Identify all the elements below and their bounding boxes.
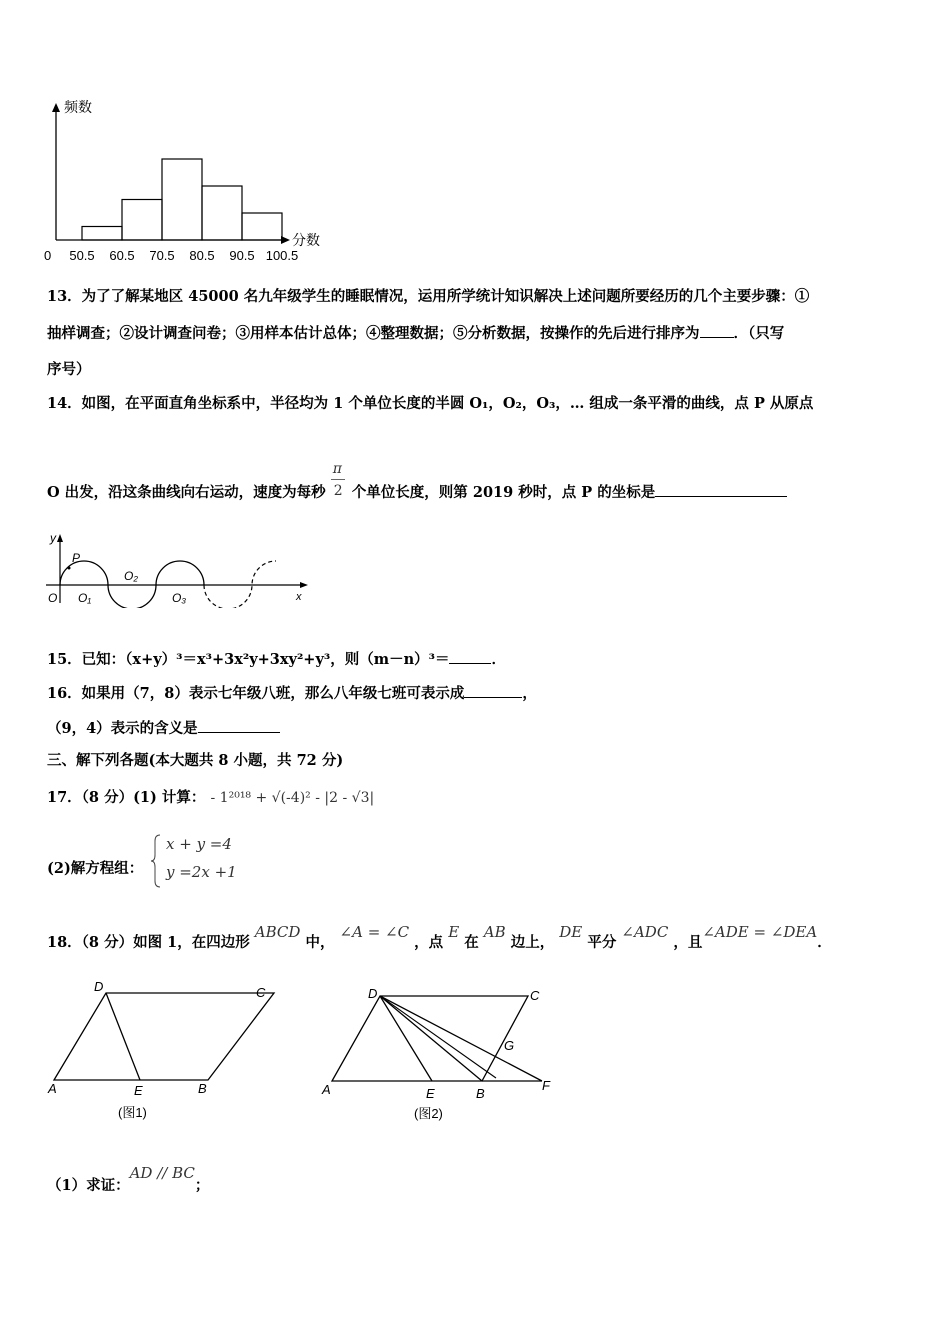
- q18-part1-math: AD // BC: [129, 1164, 195, 1182]
- point-p: [68, 567, 71, 570]
- histogram-bar: [122, 200, 162, 241]
- q15-end: ．: [491, 651, 506, 668]
- q13-line3: 序号）: [47, 361, 91, 378]
- o1-label: O₁: [78, 591, 92, 605]
- q14-answer-blank: [655, 482, 787, 497]
- q18-m2: ∠A = ∠C: [339, 923, 410, 941]
- q14-frac-den: 2: [333, 483, 343, 499]
- histogram-bar: [242, 213, 282, 240]
- quadrilateral-abcd: [54, 993, 274, 1080]
- q14-fraction: [331, 461, 347, 503]
- q18-part1-label: （1）求证：: [47, 1177, 130, 1194]
- fig1-d-label: D: [94, 979, 104, 994]
- y-label: y: [50, 531, 56, 545]
- q18-t8: ．: [817, 934, 832, 951]
- x-tick-label: 50.5: [69, 248, 95, 263]
- segment-de: [380, 996, 432, 1081]
- q18-t2: 中，: [305, 934, 335, 951]
- q14-frac-num: π: [332, 461, 342, 477]
- q14-line2b: 个单位长度，则第 2019 秒时，点 P 的坐标是: [351, 484, 656, 501]
- q18-t7: ，且: [673, 934, 703, 951]
- q17-prefix: 17．（8 分）(1) 计算：: [47, 789, 206, 806]
- q14-line1: 14．如图，在平面直角坐标系中，半径均为 1 个单位长度的半圆 O₁，O₂，O₃，… 组成一条平滑的曲线，点 P 从原点: [47, 395, 814, 412]
- q18-m5: DE: [559, 923, 583, 941]
- q14-line2a: O 出发，沿这条曲线向右运动，速度为每秒: [47, 484, 326, 501]
- segment-dg-extra: [380, 996, 496, 1078]
- o2-label: O₂: [124, 569, 138, 583]
- x-tick-label: 60.5: [109, 248, 135, 263]
- histogram-bar: [202, 186, 242, 240]
- histogram-bar: [82, 227, 122, 241]
- q17-eq2: y =2x +1: [166, 863, 237, 881]
- q13-line1: 13．为了了解某地区 45000 名九年级学生的睡眠情况，运用所学统计知识解决上述问题所要经历的几个主要步骤：①: [47, 288, 810, 305]
- section3-title: 三、解下列各题(本大题共 8 小题，共 72 分): [47, 752, 344, 769]
- q18-figure-1: [44, 975, 284, 1125]
- q13-line2-text: 抽样调查；②设计调查问卷；③用样本估计总体；④整理数据；⑤分析数据，按操作的先后进行排序为: [47, 325, 700, 342]
- q14-line2: [47, 461, 787, 503]
- q17-part2: (2)解方程组：: [47, 860, 144, 877]
- fig1-caption: (图1): [118, 1105, 147, 1120]
- x-axis-label: 分数: [292, 232, 320, 248]
- q17-equation-system: [150, 833, 250, 889]
- fig2-e-label: E: [426, 1086, 435, 1101]
- histogram-plot: [44, 99, 320, 263]
- fig2-g-label: G: [504, 1038, 515, 1053]
- q16-answer-blank-2: [198, 718, 280, 733]
- segment-de: [106, 993, 140, 1080]
- q16-line2: [47, 718, 280, 739]
- q18-m3: E: [448, 923, 460, 941]
- q14-frac-bar: [331, 479, 345, 480]
- q18-m6: ∠ADC: [621, 923, 669, 941]
- fig2-d-label: D: [368, 986, 378, 1001]
- fig1-a-label: A: [48, 1081, 57, 1096]
- frequency-histogram: [40, 92, 340, 264]
- q16-line1-end: ，: [522, 685, 537, 702]
- q16-line2-text: （9，4）表示的含义是: [47, 720, 198, 737]
- q18-m7: ∠ADE = ∠DEA: [702, 923, 818, 941]
- q16-answer-blank-1: [464, 683, 522, 698]
- fig1-c-label: C: [256, 985, 266, 1000]
- q13-answer-blank: [700, 323, 734, 338]
- fig1-b-label: B: [198, 1081, 207, 1096]
- q15-text: 15．已知：（x+y）³＝x³+3x²y+3xy²+y³，则（m－n）³＝: [47, 651, 450, 668]
- q18-t3: ，点: [414, 934, 444, 951]
- origin-label: 0: [44, 248, 52, 263]
- q17-expression: - 1²⁰¹⁸ + √(-4)² - |2 - √3|: [210, 790, 375, 806]
- q18-line1: [47, 923, 832, 953]
- q18-t5: 边上，: [510, 934, 555, 951]
- q18-m1: ABCD: [254, 923, 301, 941]
- q13-line2-end: ．（只写: [733, 325, 785, 342]
- q15-answer-blank: [449, 649, 491, 664]
- q18-t6: 平分: [587, 934, 617, 951]
- q15: [47, 649, 506, 670]
- x-tick-label: 80.5: [189, 248, 215, 263]
- q17-eq1: x + y =4: [166, 835, 232, 853]
- q16-line1: [47, 683, 537, 704]
- fig2-c-label: C: [530, 988, 540, 1003]
- q18-figure-2: [318, 980, 568, 1130]
- q13-line2: [47, 323, 784, 344]
- y-axis-label: 频数: [64, 99, 92, 115]
- fig2-a-label: A: [322, 1082, 331, 1097]
- q14-curve-figure: [38, 528, 318, 608]
- q18-part1: [47, 1164, 210, 1196]
- x-label: x: [296, 591, 302, 603]
- fig1-e-label: E: [134, 1083, 143, 1098]
- point-p-label: P: [72, 551, 81, 565]
- left-brace-icon: [150, 833, 162, 889]
- o3-label: O₃: [172, 591, 187, 605]
- q18-m4: AB: [483, 923, 506, 941]
- origin-label: O: [48, 591, 58, 605]
- fig2-caption: (图2): [414, 1106, 443, 1121]
- q17-part1: [47, 788, 374, 808]
- x-tick-label: 100.5: [265, 248, 299, 263]
- segment-df: [380, 996, 542, 1081]
- fig2-b-label: B: [476, 1086, 485, 1101]
- x-tick-label: 90.5: [229, 248, 255, 263]
- segment-db: [380, 996, 482, 1081]
- q18-t1: 18．（8 分）如图 1，在四边形: [47, 934, 250, 951]
- fig2-f-label: F: [542, 1078, 550, 1093]
- histogram-bar: [162, 159, 202, 240]
- q16-line1-text: 16．如果用（7，8）表示七年级八班，那么八年级七班可表示成: [47, 685, 465, 702]
- y-axis-arrow-icon: [52, 103, 60, 112]
- q18-t4: 在: [464, 934, 479, 951]
- x-axis-arrow-icon: [300, 582, 308, 588]
- y-axis-arrow-icon: [57, 534, 63, 542]
- x-tick-label: 70.5: [149, 248, 175, 263]
- q18-part1-end: ；: [194, 1177, 210, 1194]
